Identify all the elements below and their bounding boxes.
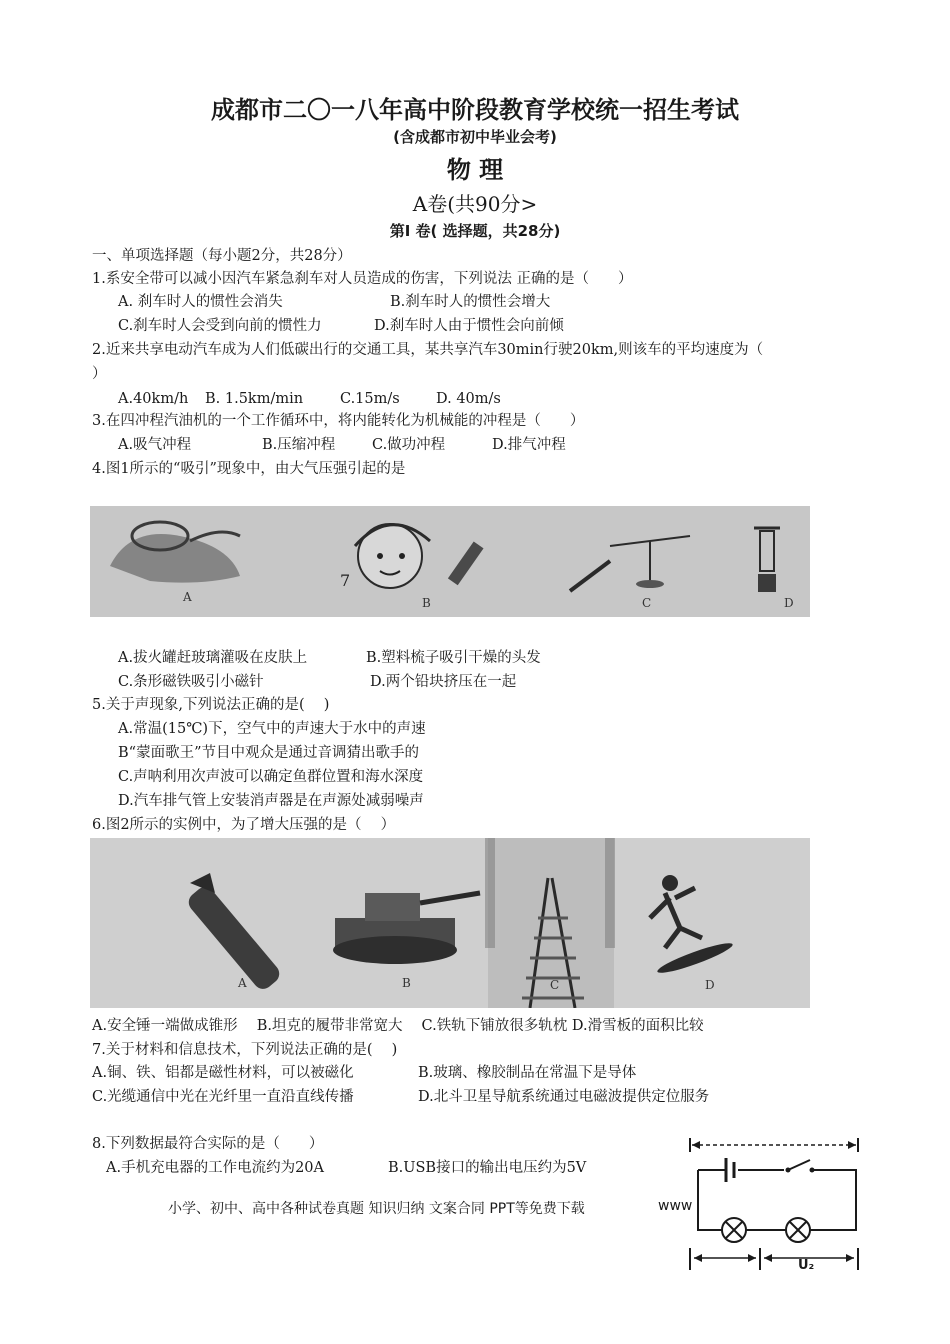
q5-option-a: A.常温(15℃)下，空气中的声速大于水中的声速: [118, 721, 426, 737]
q5-option-b: B“蒙面歌王”节目中观众是通过音调猜出歌手的: [118, 745, 419, 761]
q1-option-c: C.刹车时人会受到向前的惯性力: [118, 318, 322, 334]
q4-option-d: D.两个铅块挤压在一起: [370, 674, 517, 690]
q2-option-c: C.15m/s: [340, 391, 400, 407]
subject-title: 物 理: [446, 156, 504, 184]
q3-stem: 3.在四冲程汽油机的一个工作循环中，将内能转化为机械能的冲程是（ ）: [92, 413, 585, 429]
q5-option-c: C.声呐利用次声波可以确定鱼群位置和海水深度: [118, 769, 424, 785]
q4-option-c: C.条形磁铁吸引小磁针: [118, 674, 264, 690]
q2-stem-end: ）: [92, 366, 107, 382]
figure-2-image: [90, 838, 810, 1008]
q2-option-d: D. 40m/s: [436, 391, 501, 407]
circuit-diagram: [688, 1130, 868, 1280]
figure-2-drawing: [90, 838, 810, 1008]
figure-1-label-a: A: [183, 590, 192, 604]
q5-stem: 5.关于声现象,下列说法正确的是( ): [92, 697, 330, 713]
q1-option-d: D.刹车时人由于惯性会向前倾: [374, 318, 564, 334]
q4-stem: 4.图1所示的“吸引”现象中，由大气压强引起的是: [92, 461, 406, 477]
q8-stem: 8.下列数据最符合实际的是（ ）: [92, 1136, 324, 1152]
exam-subtitle: (含成都市初中毕业会考): [393, 128, 557, 146]
q1-option-b: B.刹车时人的惯性会增大: [390, 294, 551, 310]
q4-option-a: A.拔火罐赶玻璃灌吸在皮肤上: [118, 650, 308, 666]
q5-option-d: D.汽车排气管上安装消声器是在声源处减弱噪声: [118, 793, 424, 809]
figure-1-label-b: B: [422, 596, 431, 610]
q3-option-b: B.压缩冲程: [262, 437, 336, 453]
q7-option-c: C.光缆通信中光在光纤里一直沿直线传播: [92, 1089, 354, 1105]
q8-option-a: A.手机充电器的工作电流约为20A: [106, 1160, 325, 1176]
figure-1-image: [90, 506, 810, 617]
q4-option-b: B.塑料梳子吸引干燥的头发: [366, 650, 541, 666]
q8-option-b: B.USB接口的输出电压约为5V: [388, 1160, 587, 1176]
q6-options: A.安全锤一端做成锥形 B.坦克的履带非常宽大 C.铁轨下铺放很多轨枕 D.滑雪板的面积比较: [92, 1018, 704, 1034]
q2-option-a: A.40km/h: [118, 391, 189, 407]
figure-1-label-c: C: [642, 596, 652, 610]
section-label: 第I 卷( 选择题，共28分): [389, 222, 561, 240]
q3-option-d: D.排气冲程: [492, 437, 566, 453]
footer-url-fragment[interactable]: www: [658, 1198, 693, 1214]
q3-option-a: A.吸气冲程: [118, 437, 192, 453]
exam-title: 成都市二〇一八年高中阶段教育学校统一招生考试: [211, 96, 739, 124]
q6-stem: 6.图2所示的实例中，为了增大压强的是（ ）: [92, 817, 396, 833]
q7-stem: 7.关于材料和信息技术，下列说法正确的是( ): [92, 1042, 398, 1058]
figure-1-label-d: D: [784, 596, 794, 610]
figure-2-label-a: A: [238, 976, 247, 990]
q7-option-d: D.北斗卫星导航系统通过电磁波提供定位服务: [418, 1089, 710, 1105]
q7-option-b: B.玻璃、橡胶制品在常温下是导体: [418, 1065, 637, 1081]
figure-1-drawing: [90, 506, 810, 617]
q2-stem: 2.近来共享电动汽车成为人们低碳出行的交通工具，某共享汽车30min行驶20km,则该车的平均速度为（: [92, 342, 764, 358]
circuit-drawing: [688, 1130, 868, 1280]
figure-2-label-b: B: [402, 976, 411, 990]
footer-text: 小学、初中、高中各种试卷真题 知识归纳 文案合同 PPT等免费下载: [168, 1201, 585, 1217]
q2-option-b: B. 1.5km/min: [205, 391, 304, 407]
q1-option-a: A. 刹车时人的惯性会消失: [118, 294, 283, 310]
circuit-label-u2: U₂: [798, 1258, 815, 1273]
figure-2-label-d: D: [705, 978, 715, 992]
svg-text:7: 7: [340, 571, 351, 590]
q3-option-c: C.做功冲程: [372, 437, 446, 453]
figure-2-label-c: C: [550, 978, 560, 992]
part-heading: 一、单项选择题（每小题2分，共28分）: [92, 248, 352, 264]
q7-option-a: A.铜、铁、铝都是磁性材料，可以被磁化: [92, 1065, 354, 1081]
paper-label: A卷(共90分>: [412, 192, 538, 216]
q1-stem: 1.系安全带可以减小因汽车紧急刹车对人员造成的伤害，下列说法 正确的是（ ）: [92, 271, 633, 287]
